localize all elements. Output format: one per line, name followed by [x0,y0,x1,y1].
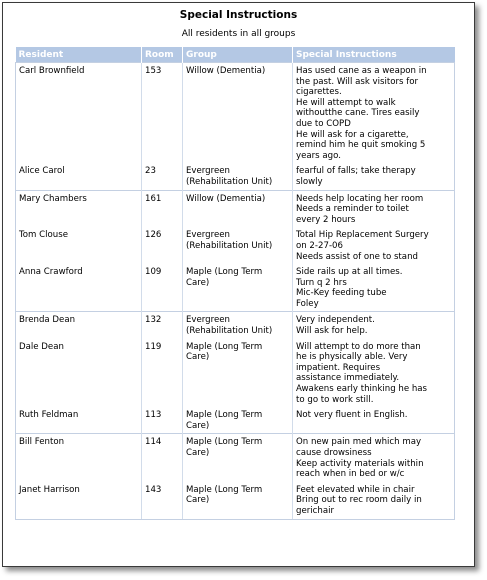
group-cell [183,264,293,312]
instruction-line: On new pain med which may [296,437,422,448]
instruction-line: Needs help locating her room [296,193,424,204]
group-cell [183,63,293,164]
room-number-cell: 114 [142,434,183,482]
instruction-line: years ago. [296,150,341,161]
special-instructions-cell [293,163,455,190]
room-number-cell: 143 [142,482,183,519]
instruction-line: assistance immediately. [296,373,400,384]
special-instructions-cell [293,312,455,339]
room-number-cell: 119 [142,339,183,408]
instruction-line: Foley [296,298,319,309]
instruction-line: Very independent. [296,315,375,326]
report-page [2,2,475,567]
table-row [16,163,455,190]
group-line: Care) [186,277,210,288]
instruction-line: Side rails up at all times. [296,267,403,278]
instruction-line: due to COPD [296,118,351,129]
instruction-line: Feet elevated while in chair [296,484,415,495]
group-line: Evergreen [186,315,231,326]
header-resident: Resident [16,47,142,63]
special-instructions-cell [293,339,455,408]
room-number-cell: 109 [142,264,183,312]
instruction-line: he is physically able. Very [296,352,408,363]
table-row [16,407,455,434]
group-line: Willow (Dementia) [186,66,266,76]
instruction-line: Needs assist of one to stand [296,251,418,262]
instruction-line: Total Hip Replacement Surgery [296,230,429,241]
group-cell [183,434,293,482]
room-number-cell: 161 [142,190,183,227]
instruction-line: Awakens early thinking he has [296,384,428,395]
table-row [16,190,455,227]
instruction-line: to go to work still. [296,394,374,405]
instruction-line: Keep activity materials within [296,458,424,469]
group-line: Willow (Dementia) [186,193,266,204]
room-number-cell: 132 [142,312,183,339]
group-cell [183,312,293,339]
special-instructions-cell [293,434,455,482]
instruction-line: slowly [296,176,323,187]
group-line: (Rehabilitation Unit) [186,326,273,337]
resident-name-cell: Bill Fenton [16,434,142,482]
special-instructions-cell [293,190,455,227]
special-instructions-cell [293,482,455,519]
instruction-line: impatient. Requires [296,362,381,373]
group-line: Care) [186,448,210,458]
instruction-line: Will ask for help. [296,326,368,337]
table-header-row [16,47,455,63]
instruction-line: Has used cane as a weapon in [296,66,427,76]
group-line: (Rehabilitation Unit) [186,240,273,251]
instruction-line: withoutthe cane. Tires easily [296,108,420,119]
instruction-line: Mic-Key feeding tube [296,288,387,299]
instruction-line: gerichair [296,505,335,516]
group-line: (Rehabilitation Unit) [186,176,273,187]
special-instructions-table [15,47,455,520]
group-line: Maple (Long Term [186,341,263,352]
group-cell [183,339,293,408]
instruction-line: every 2 hours [296,214,356,225]
resident-name-cell: Mary Chambers [16,190,142,227]
report-title: Special Instructions [179,9,298,21]
group-line: Care) [186,420,210,431]
table-row [16,264,455,312]
special-instructions-cell [293,264,455,312]
instruction-line: Will attempt to do more than [296,341,421,352]
room-number-cell: 126 [142,227,183,264]
instruction-line: Needs a reminder to toilet [296,204,409,215]
special-instructions-cell [293,407,455,434]
header-group: Group [183,47,293,63]
instruction-line: Turn q 2 hrs [296,277,347,288]
resident-name-cell: Carl Brownfield [16,63,142,164]
group-line: Maple (Long Term [186,267,263,278]
group-cell [183,227,293,264]
group-cell [183,190,293,227]
table-row [16,339,455,408]
group-line: Maple (Long Term [186,484,263,495]
instruction-line: cause drowsiness [296,448,372,458]
group-line: Evergreen [186,230,231,241]
instruction-line: reach when in bed or w/c [296,469,405,480]
special-instructions-cell [293,227,455,264]
group-cell [183,482,293,519]
instruction-line: the past. Will ask visitors for [296,76,419,87]
instruction-line: Not very fluent in English. [296,410,408,421]
group-line: Maple (Long Term [186,437,263,448]
group-line: Evergreen [186,166,231,177]
instruction-line: He will ask for a cigarette, [296,129,409,140]
group-line: Care) [186,352,210,363]
special-instructions-cell [293,63,455,164]
room-number-cell: 113 [142,407,183,434]
room-number-cell: 23 [142,163,183,190]
report-subtitle: All residents in all groups [181,29,296,39]
table-row [16,434,455,482]
resident-name-cell: Anna Crawford [16,264,142,312]
table-row [16,63,455,164]
group-cell [183,407,293,434]
resident-name-cell: Alice Carol [16,163,142,190]
instruction-line: cigarettes. [296,87,342,98]
group-cell [183,163,293,190]
room-number-cell: 153 [142,63,183,164]
table-row [16,482,455,519]
resident-name-cell: Brenda Dean [16,312,142,339]
group-line: Care) [186,495,210,506]
resident-name-cell: Dale Dean [16,339,142,408]
table-body [16,63,455,520]
resident-name-cell: Ruth Feldman [16,407,142,434]
instruction-line: remind him he quit smoking 5 [296,140,426,151]
instruction-line: Bring out to rec room daily in [296,495,422,506]
instruction-line: He will attempt to walk [296,97,396,108]
table-row [16,312,455,339]
group-line: Maple (Long Term [186,410,263,421]
resident-name-cell: Janet Harrison [16,482,142,519]
instruction-line: on 2-27-06 [296,240,343,251]
header-room: Room [142,47,183,63]
instruction-line: fearful of falls; take therapy [296,166,416,177]
resident-name-cell: Tom Clouse [16,227,142,264]
table-row [16,227,455,264]
header-special-instructions: Special Instructions [293,47,455,63]
